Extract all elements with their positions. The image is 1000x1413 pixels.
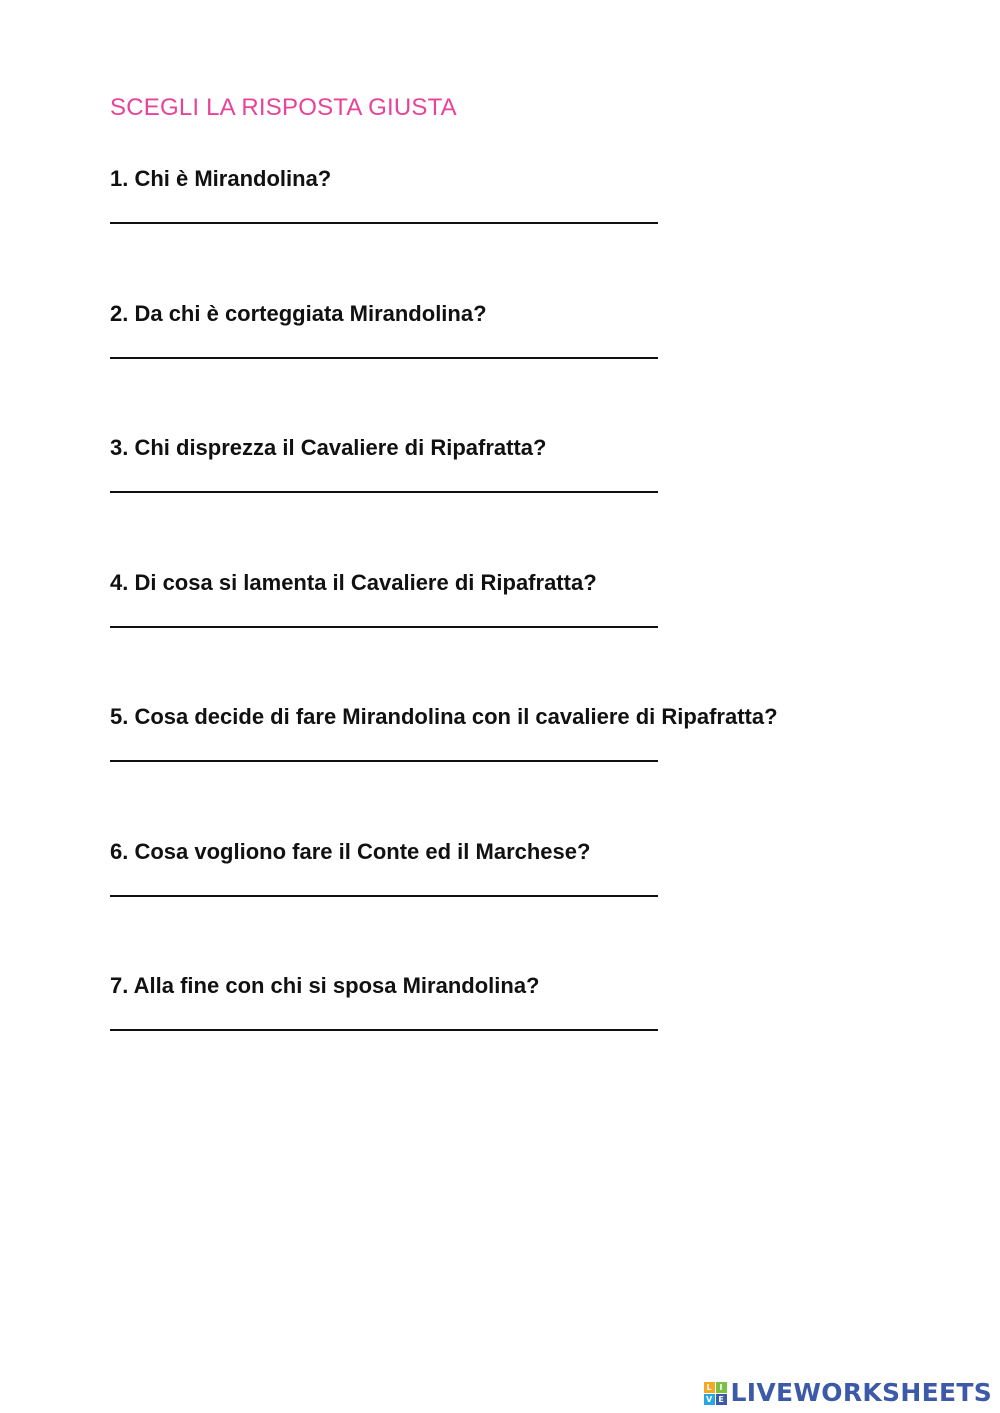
liveworksheets-logo-icon: [704, 1382, 727, 1405]
liveworksheets-brand: [704, 1376, 992, 1410]
question-item: [110, 568, 930, 703]
question-text: 3. Chi disprezza il Cavaliere di Ripafratta?: [110, 435, 547, 460]
answer-line[interactable]: [110, 760, 658, 762]
question-item: [110, 837, 930, 972]
question-text: 5. Cosa decide di fare Mirandolina con il cavaliere di Ripafratta?: [110, 704, 778, 729]
answer-line[interactable]: [110, 491, 658, 493]
logo-letter: V: [704, 1394, 715, 1405]
logo-letter: L: [704, 1382, 715, 1393]
question-text: 7. Alla fine con chi si sposa Mirandolina?: [110, 973, 540, 998]
question-text: 2. Da chi è corteggiata Mirandolina?: [110, 300, 487, 326]
logo-letter: I: [716, 1382, 727, 1393]
question-item: [110, 433, 930, 568]
answer-line[interactable]: [110, 222, 658, 224]
question-text: 6. Cosa vogliono fare il Conte ed il Marchese?: [110, 838, 591, 864]
question-item: [110, 971, 930, 1106]
brand-name: LIVEWORKSHEETS: [730, 1378, 992, 1407]
page-title: SCEGLI LA RISPOSTA GIUSTA: [110, 94, 457, 121]
logo-letter: E: [716, 1394, 727, 1405]
answer-line[interactable]: [110, 626, 658, 628]
question-item: [110, 702, 930, 837]
question-text: 1. Chi è Mirandolina?: [110, 166, 332, 191]
question-list: [110, 164, 930, 1106]
question-item: [110, 299, 930, 434]
answer-line[interactable]: [110, 1029, 658, 1031]
question-item: [110, 164, 930, 299]
answer-line[interactable]: [110, 357, 658, 359]
question-text: 4. Di cosa si lamenta il Cavaliere di Ripafratta?: [110, 569, 597, 595]
answer-line[interactable]: [110, 895, 658, 897]
